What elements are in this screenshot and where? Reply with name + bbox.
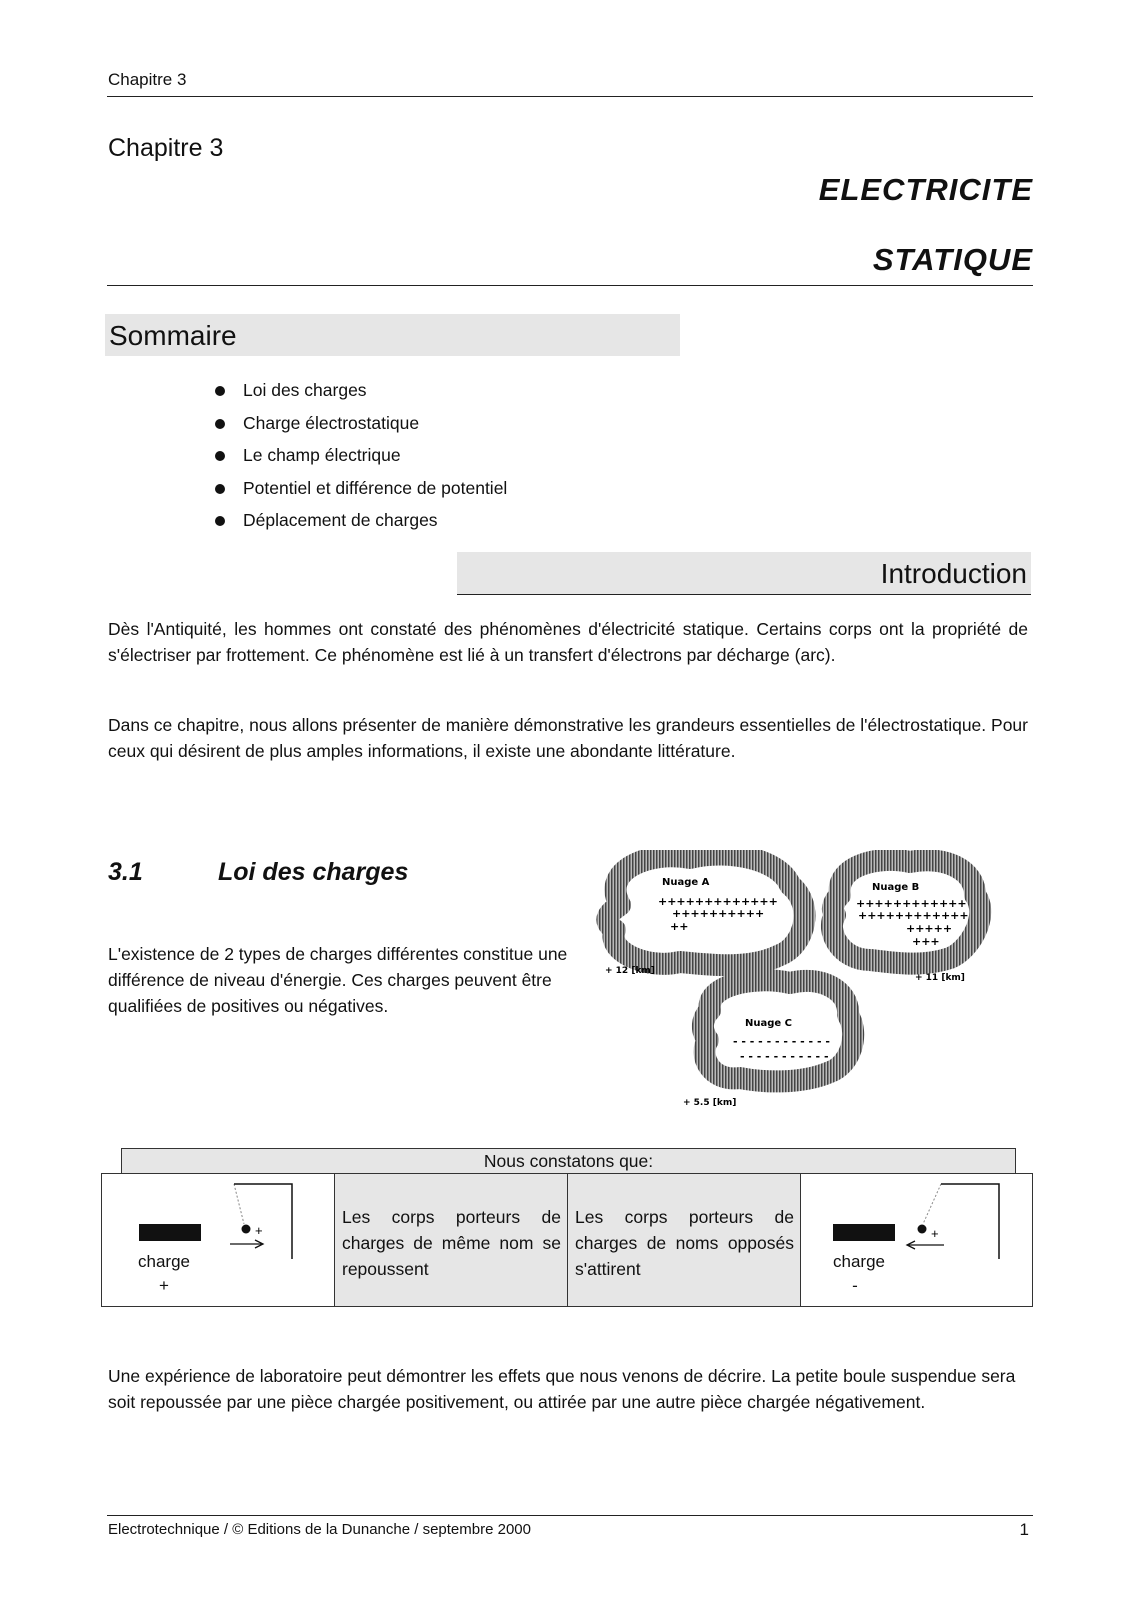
- sommaire-item[interactable]: Déplacement de charges: [215, 510, 507, 543]
- cloud-a-charge: ++++++++++: [672, 907, 765, 920]
- section-title: Loi des charges: [218, 858, 409, 886]
- closing-paragraph: Une expérience de laboratoire peut démontrer les effets que nous venons de décrire. La petite boule suspendue sera soit repoussée par une pièce chargée positivement, ou attirée par une autre pièce chargée négativement.: [108, 1366, 1016, 1412]
- left-charge-label: charge: [138, 1252, 190, 1271]
- cloud-a-name: Nuage A: [662, 877, 710, 888]
- ball-icon: [918, 1225, 927, 1234]
- introduction-heading: Introduction: [880, 558, 1027, 589]
- clouds-illustration: [590, 850, 1010, 1120]
- cloud-c-name: Nuage C: [745, 1018, 792, 1029]
- ball-sign: +: [255, 1223, 263, 1238]
- title-rule: [107, 285, 1033, 286]
- cloud-c-charge: - - - - - - - - - - -: [740, 1050, 829, 1063]
- chapter-title-line1: ELECTRICITE: [818, 172, 1033, 207]
- cloud-c-altitude: + 5.5 [km]: [683, 1098, 737, 1108]
- repel-illustration-cell: [102, 1174, 335, 1306]
- table-heading: Nous constatons que:: [483, 1151, 654, 1171]
- repel-text: Les corps porteurs de charges de même nom se repoussent: [342, 1207, 561, 1279]
- intro-paragraph-1: Dès l'Antiquité, les hommes ont constaté des phénomènes d'électricité statique. Certains corps ont la propriété de s'électriser par frottement. Ce phénomène est lié à un transfert d'électrons par décharge (arc).: [108, 619, 1028, 665]
- sommaire-bar: [105, 314, 680, 356]
- sommaire-item[interactable]: Le champ électrique: [215, 445, 507, 478]
- cloud-b-icon: [832, 860, 980, 983]
- bullet-icon: [215, 516, 225, 526]
- attract-text: Les corps porteurs de charges de noms opposés s'attirent: [575, 1207, 794, 1279]
- cloud-b-charge: ++++++++++++: [858, 909, 969, 922]
- introduction-bar: [457, 552, 1031, 595]
- section-number: 3.1: [108, 858, 143, 886]
- sommaire-heading: Sommaire: [109, 320, 237, 351]
- cloud-b-name: Nuage B: [872, 882, 920, 893]
- left-charge-sign: +: [159, 1276, 169, 1295]
- cloud-a-charge: ++: [670, 920, 689, 933]
- right-charge-sign: -: [852, 1276, 858, 1295]
- running-head: Chapitre 3: [108, 70, 187, 89]
- sommaire-item[interactable]: Charge électrostatique: [215, 413, 507, 446]
- footer-text: Electrotechnique / © Editions de la Dunanche / septembre 2000: [108, 1521, 531, 1538]
- charged-plate-icon: [833, 1224, 895, 1241]
- table-heading-bar: [121, 1148, 1016, 1173]
- page-number: 1: [1019, 1520, 1029, 1539]
- ball-sign: +: [931, 1226, 939, 1241]
- bullet-icon: [215, 484, 225, 494]
- footer-rule: [107, 1515, 1033, 1516]
- cloud-b-charge: +++: [912, 935, 940, 948]
- cloud-b-charge: +++++: [906, 922, 953, 935]
- cloud-c-icon: [683, 980, 853, 1108]
- thread-icon: [923, 1184, 941, 1224]
- repel-text-cell: [335, 1174, 568, 1306]
- stand-icon: [941, 1184, 999, 1259]
- cloud-b-charge: ++++++++++++: [856, 897, 967, 910]
- charged-plate-icon: [139, 1224, 201, 1241]
- sommaire-item[interactable]: Potentiel et différence de potentiel: [215, 478, 507, 511]
- cloud-a-altitude: + 12 [km]: [605, 966, 655, 976]
- chapter-label: Chapitre 3: [108, 134, 224, 162]
- cloud-a-icon: [605, 854, 804, 976]
- right-charge-label: charge: [833, 1252, 885, 1271]
- observation-table: [101, 1173, 1033, 1307]
- header-rule: [107, 96, 1033, 97]
- sommaire-item[interactable]: Loi des charges: [215, 380, 507, 413]
- chapter-title-line2: STATIQUE: [872, 242, 1033, 277]
- ball-icon: [242, 1225, 251, 1234]
- section-text: L'existence de 2 types de charges différentes constitue une différence de niveau d'énergie. Ces charges peuvent être qualifiées de positives ou négatives.: [108, 944, 568, 1016]
- bullet-icon: [215, 386, 225, 396]
- attract-illustration-cell: [801, 1174, 1032, 1306]
- cloud-a-charge: +++++++++++++: [658, 895, 778, 908]
- bullet-icon: [215, 451, 225, 461]
- intro-paragraph-2: Dans ce chapitre, nous allons présenter de manière démonstrative les grandeurs essentielles de l'électrostatique. Pour ceux qui désirent de plus amples informations, il existe une abondante littérature.: [108, 715, 1028, 761]
- sommaire-list: [215, 380, 507, 543]
- attract-text-cell: [568, 1174, 801, 1306]
- cloud-b-altitude: + 11 [km]: [915, 973, 965, 983]
- bullet-icon: [215, 419, 225, 429]
- stand-icon: [234, 1184, 292, 1259]
- thread-icon: [234, 1184, 244, 1224]
- cloud-c-charge: - - - - - - - - - - - -: [733, 1035, 830, 1048]
